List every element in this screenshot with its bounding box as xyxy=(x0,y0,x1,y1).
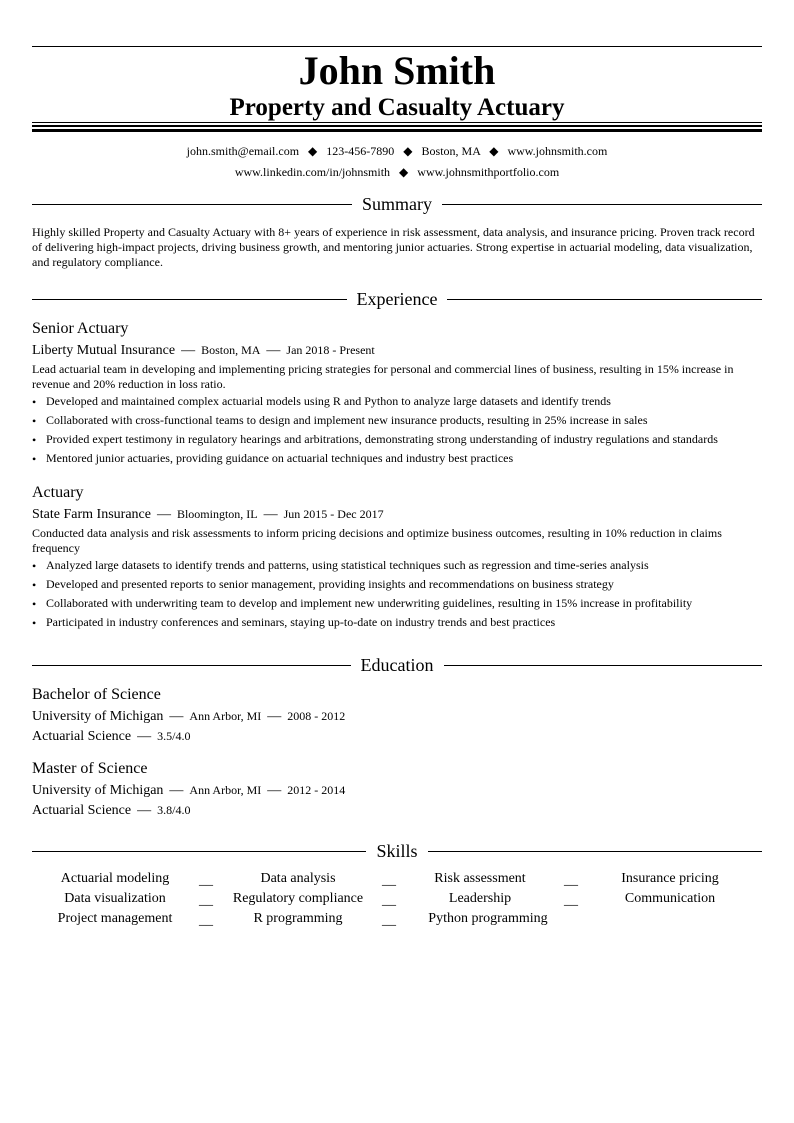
school-location: Ann Arbor, MI xyxy=(189,783,262,797)
contact-email[interactable]: john.smith@email.com xyxy=(186,144,300,158)
list-item: • Developed and presented reports to senior management, providing insights and recommendations on business strategy xyxy=(32,577,762,596)
job-dates: Jun 2015 - Dec 2017 xyxy=(283,507,384,521)
education-major-row xyxy=(32,801,762,821)
education-entry xyxy=(32,685,762,747)
skill-separator: __ xyxy=(382,893,396,908)
job-title: Actuary xyxy=(32,484,84,501)
summary-heading xyxy=(32,193,762,215)
skill-separator: __ xyxy=(382,913,396,928)
diamond-separator-icon: ◆ xyxy=(489,144,499,158)
skills-title: Skills xyxy=(376,841,418,861)
top-rule xyxy=(32,46,762,47)
skill-item: Data analysis xyxy=(260,871,336,886)
skills-grid xyxy=(32,870,762,930)
dash-separator: — xyxy=(137,729,152,744)
job-company: State Farm Insurance xyxy=(32,507,151,522)
job-location: Boston, MA xyxy=(201,343,261,357)
skill-item: Communication xyxy=(624,891,716,906)
education-meta xyxy=(32,781,762,801)
summary-title: Summary xyxy=(362,194,432,214)
contact-website[interactable]: www.johnsmith.com xyxy=(507,144,608,158)
education-dates: 2012 - 2014 xyxy=(287,783,346,797)
contact-phone[interactable]: 123-456-7890 xyxy=(326,144,395,158)
skill-item: Leadership xyxy=(448,891,512,906)
dash-separator: — xyxy=(181,343,196,358)
experience-heading xyxy=(32,288,762,310)
skill-separator: __ xyxy=(199,913,213,928)
job-title: Senior Actuary xyxy=(32,320,129,337)
skill-item: Python programming xyxy=(428,911,548,926)
contact-line-2 xyxy=(32,164,762,180)
dash-separator: — xyxy=(266,343,281,358)
candidate-name: John Smith xyxy=(298,48,496,93)
job-bullets xyxy=(32,394,762,470)
skill-separator: __ xyxy=(199,893,213,908)
school-name: University of Michigan xyxy=(32,709,164,724)
dash-separator: — xyxy=(267,709,282,724)
summary-text: Highly skilled Property and Casualty Actuary with 8+ years of experience in risk assessment, data analysis, and insurance pricing. Proven track record of delivering high-impact projects, driving business growth, and mentoring junior actuaries. Strong expertise in actuarial modeling, data visualization, and regulatory compliance. xyxy=(32,225,755,269)
skills-heading xyxy=(32,840,762,862)
skill-item: R programming xyxy=(253,911,343,926)
contact-linkedin[interactable]: www.linkedin.com/in/johnsmith xyxy=(234,165,391,179)
school-location: Ann Arbor, MI xyxy=(189,709,262,723)
skill-item: Insurance pricing xyxy=(621,871,719,886)
dash-separator: — xyxy=(169,709,184,724)
education-major-row xyxy=(32,727,762,747)
job-description: Conducted data analysis and risk assessments to inform pricing decisions and optimize business outcomes, resulting in 10% reduction in claims frequency xyxy=(32,526,722,555)
gpa: 3.5/4.0 xyxy=(157,729,191,743)
list-item: • Analyzed large datasets to identify trends and patterns, using statistical techniques such as regression and time-series analysis xyxy=(32,558,762,577)
education-title: Education xyxy=(360,655,434,675)
list-item: • Mentored junior actuaries, providing guidance on actuarial techniques and industry best practices xyxy=(32,451,762,470)
job-meta xyxy=(32,341,762,361)
header-rule-thick xyxy=(32,129,762,132)
degree-name: Master of Science xyxy=(32,760,148,777)
diamond-separator-icon: ◆ xyxy=(308,144,318,158)
list-item: • Provided expert testimony in regulatory hearings and arbitrations, demonstrating strong understanding of industry regulations and standards xyxy=(32,432,762,451)
education-meta xyxy=(32,707,762,727)
candidate-title: Property and Casualty Actuary xyxy=(229,94,565,121)
job-company: Liberty Mutual Insurance xyxy=(32,343,176,358)
gpa: 3.8/4.0 xyxy=(157,803,191,817)
skills-row xyxy=(32,870,762,890)
education-heading xyxy=(32,654,762,676)
experience-title: Experience xyxy=(356,289,438,309)
list-item: • Developed and maintained complex actuarial models using R and Python to analyze large datasets and identify trends xyxy=(32,394,762,413)
job-dates: Jan 2018 - Present xyxy=(286,343,375,357)
dash-separator: — xyxy=(156,507,171,522)
header-rule-medium xyxy=(32,125,762,127)
skill-separator: __ xyxy=(382,873,396,888)
list-item: • Collaborated with cross-functional teams to design and implement new insurance products, resulting in 25% increase in sales xyxy=(32,413,762,432)
skill-item: Project management xyxy=(57,911,173,926)
job-entry xyxy=(32,483,762,634)
dash-separator: — xyxy=(267,783,282,798)
contact-location: Boston, MA xyxy=(421,144,481,158)
skill-item: Risk assessment xyxy=(434,871,526,886)
skill-item: Actuarial modeling xyxy=(60,871,170,886)
dash-separator: — xyxy=(137,803,152,818)
skill-separator: __ xyxy=(199,873,213,888)
dash-separator: — xyxy=(263,507,278,522)
education-dates: 2008 - 2012 xyxy=(287,709,346,723)
skill-item: Regulatory compliance xyxy=(232,891,364,906)
contact-line-1 xyxy=(32,143,762,159)
degree-name: Bachelor of Science xyxy=(32,686,161,703)
job-bullets xyxy=(32,558,762,634)
skills-row xyxy=(32,910,762,930)
diamond-separator-icon: ◆ xyxy=(399,165,409,179)
skill-item: Data visualization xyxy=(64,891,166,906)
skill-separator: __ xyxy=(564,893,578,908)
diamond-separator-icon: ◆ xyxy=(403,144,413,158)
education-entry xyxy=(32,759,762,821)
skills-row xyxy=(32,890,762,910)
skill-separator: __ xyxy=(564,873,578,888)
list-item: • Participated in industry conferences and seminars, staying up-to-date on industry trends and best practices xyxy=(32,615,762,634)
major: Actuarial Science xyxy=(32,803,132,818)
contact-portfolio[interactable]: www.johnsmithportfolio.com xyxy=(417,165,560,179)
job-entry xyxy=(32,319,762,470)
header-rule-thin xyxy=(32,122,762,123)
list-item: • Collaborated with underwriting team to develop and implement new underwriting guidelines, resulting in 15% increase in profitability xyxy=(32,596,762,615)
job-location: Bloomington, IL xyxy=(176,507,258,521)
major: Actuarial Science xyxy=(32,729,132,744)
job-meta xyxy=(32,505,762,525)
school-name: University of Michigan xyxy=(32,783,164,798)
job-description: Lead actuarial team in developing and implementing pricing strategies for personal and commercial lines of business, resulting in 15% increase in revenue and 20% reduction in loss ratio. xyxy=(32,362,734,391)
dash-separator: — xyxy=(169,783,184,798)
